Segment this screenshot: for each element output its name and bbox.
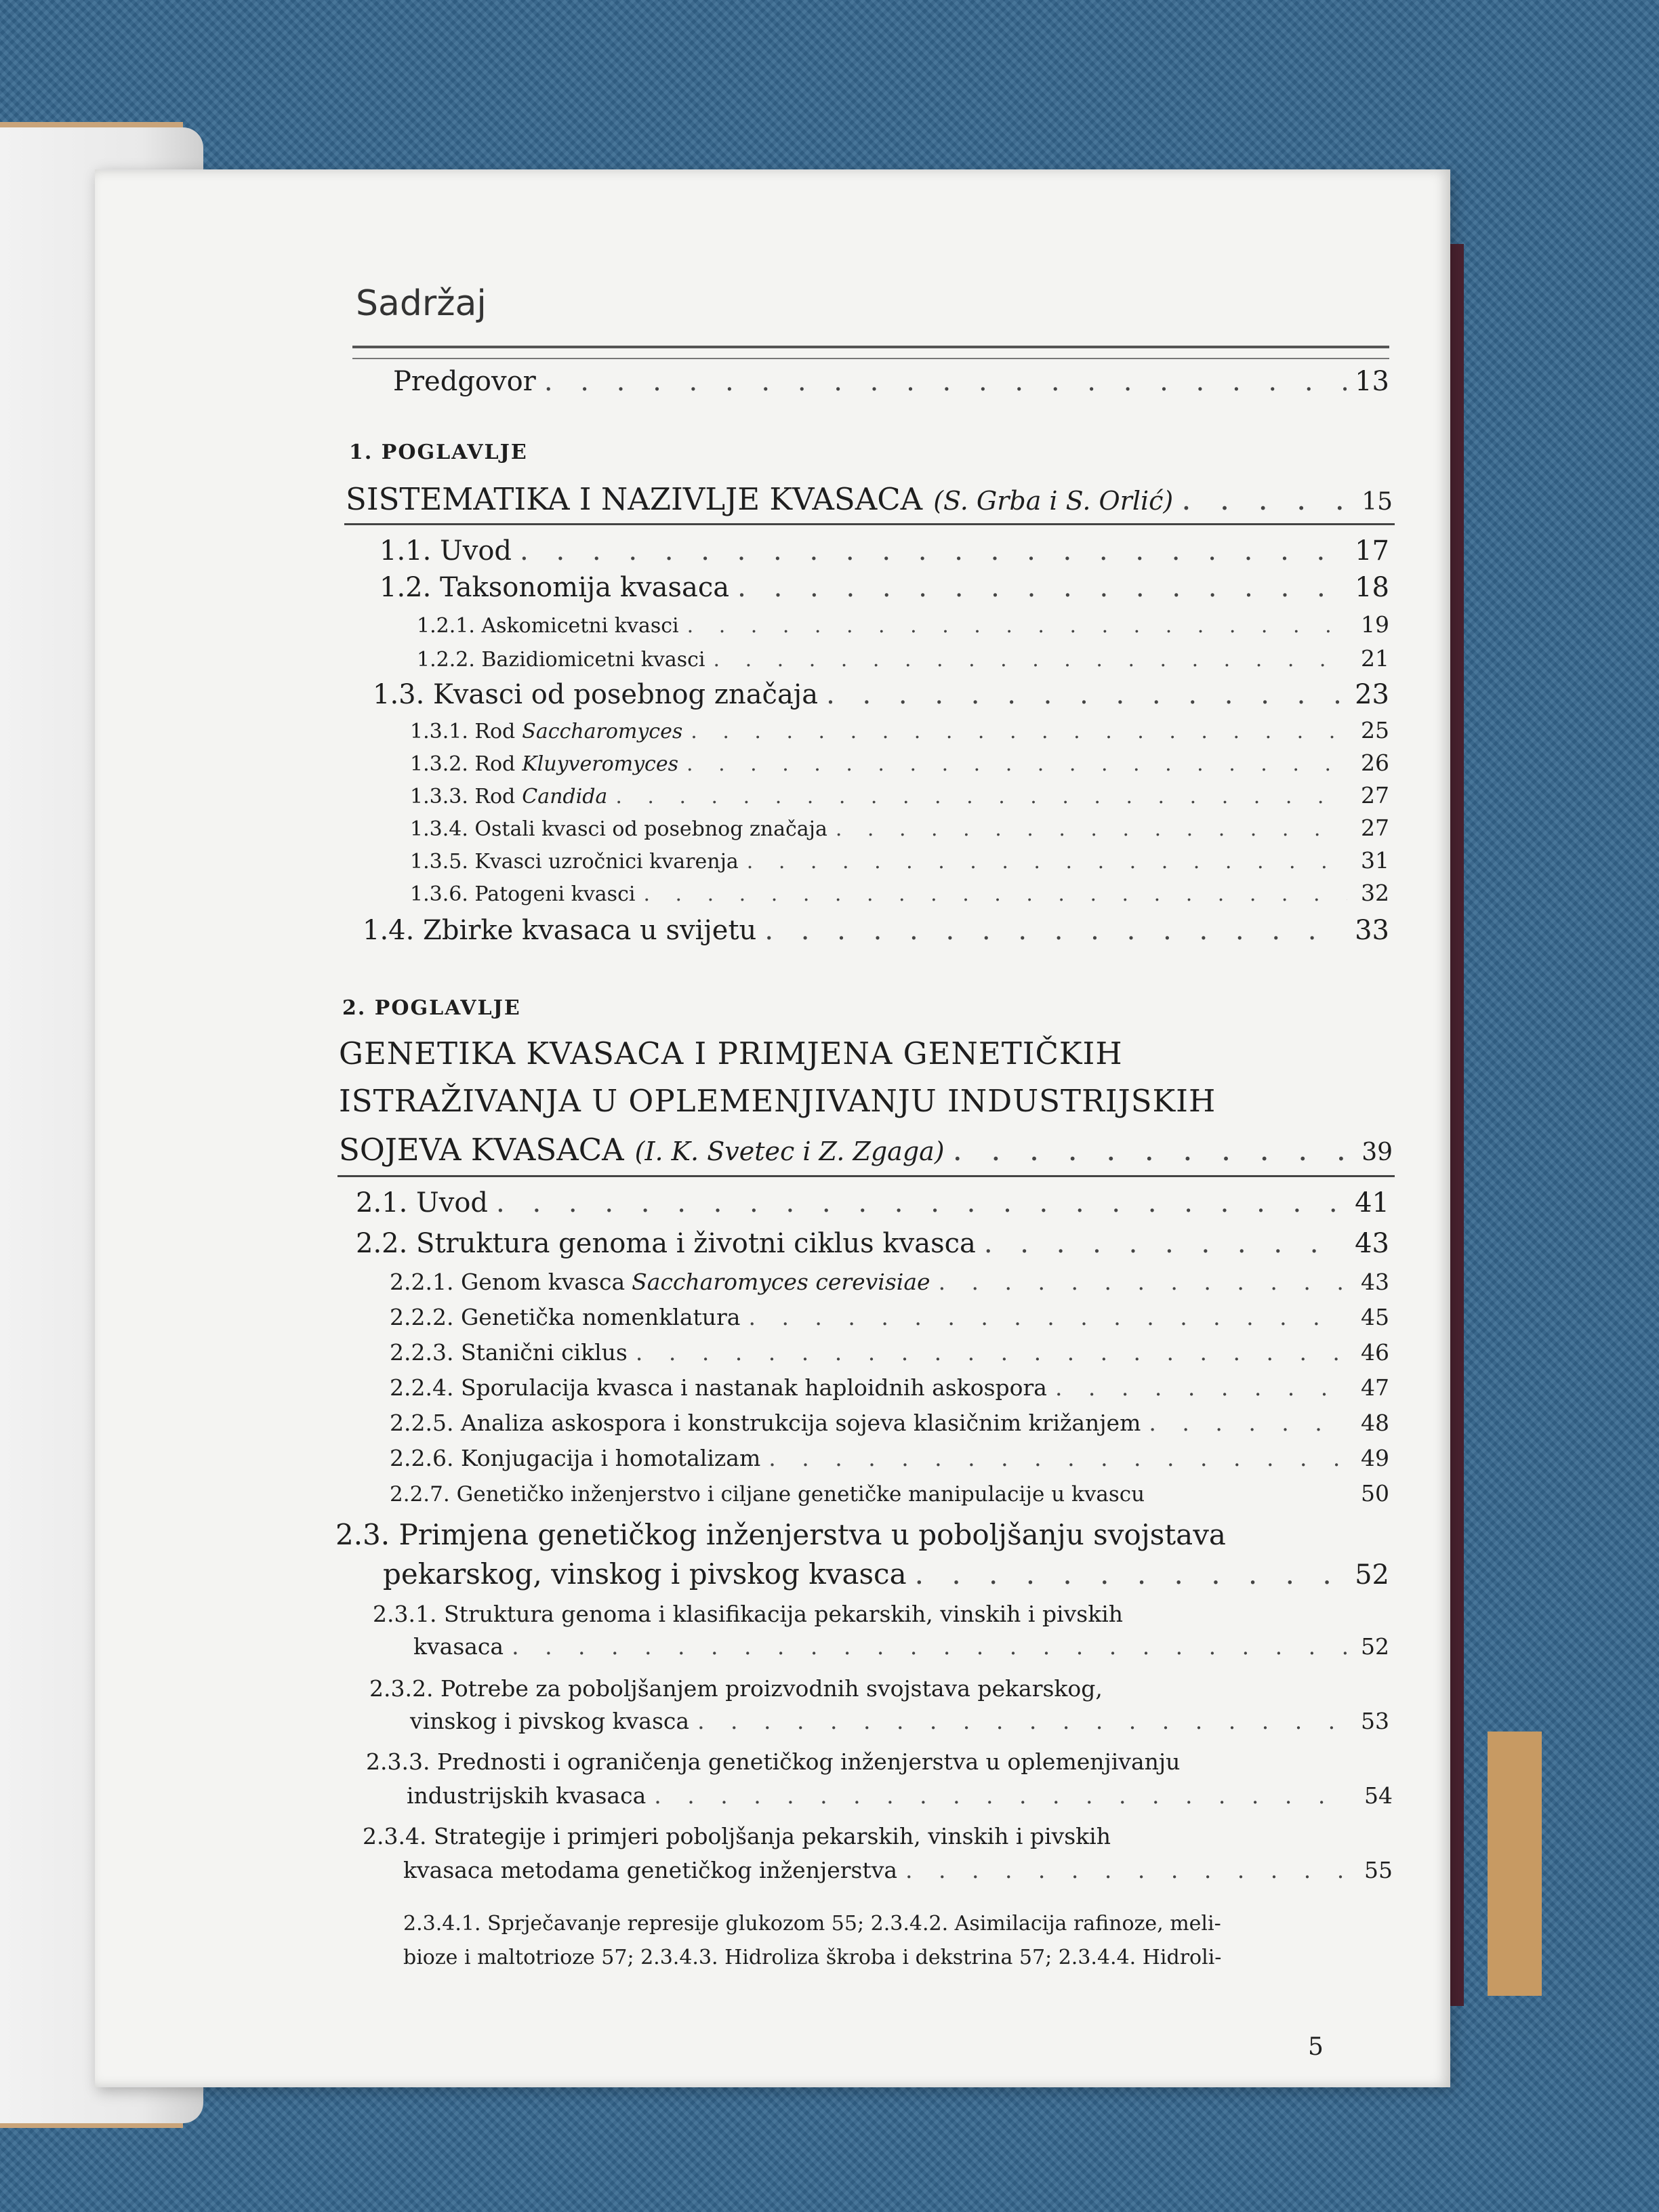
toc-entry[interactable]: industrijskih kvasaca . . . 54 [407, 1782, 1393, 1809]
chapter-1-label: 1. POGLAVLJE [349, 441, 528, 464]
leader-dots [1181, 481, 1351, 517]
chapter-2-authors: (I. K. Svetec i Z. Zgaga) [634, 1136, 945, 1166]
title-rule [352, 346, 1389, 359]
toc-entry-line1: 2.3. Primjena genetičkog inženjerstva u poboljšanju svojstava [335, 1518, 1226, 1551]
chapter-2-title-line1: GENETIKA KVASACA I PRIMJENA GENETIČKIH [339, 1036, 1123, 1071]
toc-entry[interactable]: 1.3. Kvasci od posebnog značaja . . . 23 [373, 679, 1389, 710]
chapter-2-heading[interactable] [339, 1132, 1393, 1168]
toc-entry[interactable]: vinskog i pivskog kvasca . . . 53 [410, 1708, 1389, 1734]
toc-entry-line1: 2.3.3. Prednosti i ograničenja genetičkog inženjerstva u oplemenjivanju [366, 1748, 1181, 1775]
toc-entry[interactable]: 1.2.2. Bazidiomicetni kvasci . . . 21 [417, 645, 1389, 672]
subsub-entries-line2: bioze i maltotrioze 57; 2.3.4.3. Hidroliza škroba i dekstrina 57; 2.3.4.4. Hidroli- [403, 1946, 1222, 1969]
toc-entry[interactable]: 1.2. Taksonomija kvasaca . . . 18 [380, 572, 1389, 603]
chapter-2-label: 2. POGLAVLJE [342, 996, 521, 1020]
toc-title: Sadržaj [356, 283, 487, 324]
toc-entry[interactable]: 2.2.4. Sporulacija kvasca i nastanak haploidnih askospora . . . 47 [390, 1374, 1389, 1401]
leader-dots [953, 1132, 1351, 1168]
toc-page [95, 169, 1450, 2087]
chapter-1-authors: (S. Grba i S. Orlić) [933, 486, 1174, 516]
chapter-2-page: 39 [1361, 1139, 1393, 1166]
subsub-entries-line1: 2.3.4.1. Sprječavanje represije glukozom 55; 2.3.4.2. Asimilacija rafinoze, meli- [403, 1912, 1221, 1936]
toc-entry-line1: 2.3.4. Strategije i primjeri poboljšanja pekarskih, vinskih i pivskih [363, 1823, 1111, 1849]
toc-entry[interactable]: 1.1. Uvod . . . 17 [380, 535, 1389, 567]
chapter-2-title-line3: SOJEVA KVASACA [339, 1132, 624, 1168]
toc-entry[interactable]: 1.3.1. Rod Saccharomyces . . . 25 [410, 717, 1389, 743]
toc-entry[interactable]: 1.3.2. Rod Kluyveromyces . . . 26 [410, 750, 1389, 776]
toc-entry[interactable]: 2.2.6. Konjugacija i homotalizam . . . 49 [390, 1445, 1389, 1471]
toc-entry[interactable]: 1.3.5. Kvasci uzročnici kvarenja . . . 31 [410, 847, 1389, 874]
chapter-1-rule [344, 523, 1395, 525]
toc-entry[interactable]: 2.2. Struktura genoma i životni ciklus kvasca . . . 43 [356, 1228, 1389, 1259]
toc-entry[interactable]: kvasaca . . . 52 [413, 1633, 1389, 1660]
entry-page: 13 [1355, 366, 1389, 397]
toc-entry[interactable]: 2.2.1. Genom kvasca Saccharomyces cerevisiae . . . 43 [390, 1269, 1389, 1295]
toc-entry[interactable]: 2.2.5. Analiza askospora i konstrukcija sojeva klasičnim križanjem . . . 48 [390, 1410, 1389, 1436]
toc-entry[interactable]: 2.2.3. Stanični ciklus . . . 46 [390, 1339, 1389, 1366]
leader-dots [544, 366, 1347, 397]
toc-entry[interactable]: 1.2.1. Askomicetni kvasci . . . 19 [417, 611, 1389, 638]
page-number: 5 [1308, 2033, 1324, 2061]
chapter-2-title-line2: ISTRAŽIVANJA U OPLEMENJIVANJU INDUSTRIJSKIH [339, 1083, 1216, 1119]
chapter-1-page: 15 [1361, 488, 1393, 516]
toc-entry-line1: 2.3.1. Struktura genoma i klasifikacija pekarskih, vinskih i pivskih [373, 1601, 1123, 1627]
toc-entry[interactable]: 1.3.6. Patogeni kvasci . . . 32 [410, 880, 1389, 906]
toc-entry[interactable]: 2.2.2. Genetička nomenklatura . . . 45 [390, 1304, 1389, 1330]
toc-entry[interactable]: 2.2.7. Genetičko inženjerstvo i ciljane genetičke manipulacije u kvascu 50 [390, 1480, 1389, 1507]
toc-entry[interactable]: 1.4. Zbirke kvasaca u svijetu . . . 33 [363, 915, 1389, 946]
chapter-2-rule [337, 1175, 1395, 1177]
toc-entry[interactable]: 1.3.4. Ostali kvasci od posebnog značaja . . . 27 [410, 815, 1389, 841]
chapter-1-heading[interactable] [346, 481, 1393, 517]
chapter-1-title: SISTEMATIKA I NAZIVLJE KVASACA [346, 481, 923, 517]
toc-entry[interactable]: 1.3.3. Rod Candida . . . 27 [410, 782, 1389, 808]
toc-entry[interactable]: kvasaca metodama genetičkog inženjerstva . . . 55 [403, 1857, 1393, 1883]
bookmark-ribbon [1488, 1732, 1542, 1996]
entry-label: Predgovor [393, 366, 536, 397]
toc-entry-line1: 2.3.2. Potrebe za poboljšanjem proizvodnih svojstava pekarskog, [369, 1675, 1103, 1702]
toc-entry[interactable]: 2.1. Uvod . . . 41 [356, 1187, 1389, 1218]
toc-entry[interactable]: pekarskog, vinskog i pivskog kvasca . . . 52 [383, 1557, 1389, 1591]
toc-entry-preface[interactable] [393, 366, 1389, 397]
